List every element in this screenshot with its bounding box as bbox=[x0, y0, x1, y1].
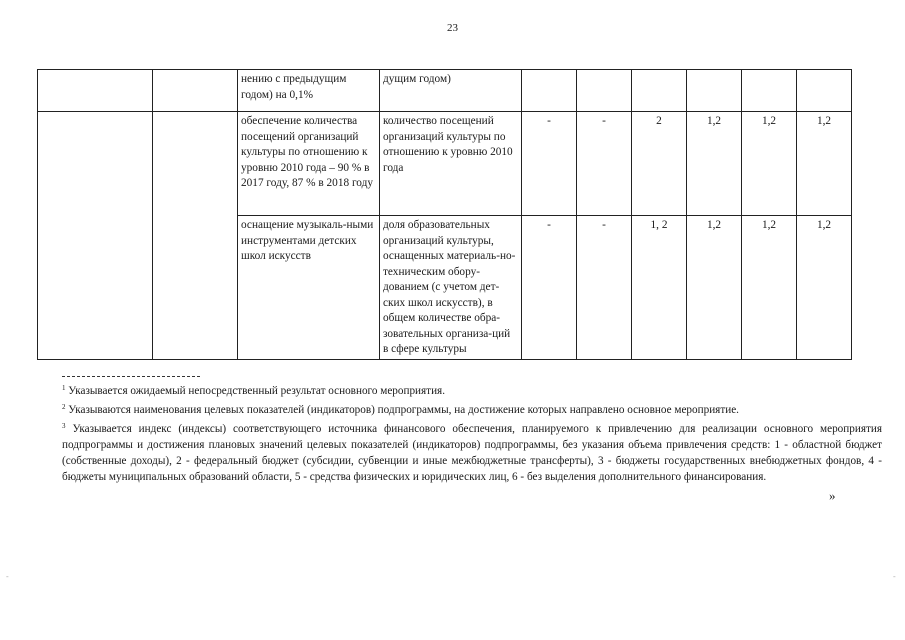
value-cell: - bbox=[577, 112, 632, 216]
page-number: 23 bbox=[447, 22, 458, 34]
value-cell bbox=[632, 70, 687, 112]
right-edge-mark: - bbox=[893, 572, 896, 581]
footnote-3 bbox=[62, 418, 882, 485]
footnote-text: Указывается индекс (индексы) соответствующего источника финансового обеспечения, планируемого к привлечению для реализации основного мероприятия подпрограммы и достижения плановых значений целевых показателей (индикаторов) подпрограммы, без указания объема привлечения средств: 1 - областной бюджет (собственные доходы), 2 - федеральный бюджет (субсидии, субвенции и иные межбюджетные трансферты), 3 - бюджеты государственных внебюджетных фондов, 4 - бюджеты муниципальных образований области, 5 - средства физических и юридических лиц, 6 - без выделения дополнительного финансирования. bbox=[62, 423, 882, 483]
footnote-marker: 3 bbox=[62, 422, 66, 430]
event-result-cell: нению с предыдущим годом) на 0,1% bbox=[238, 70, 380, 112]
footnote-text: Указывается ожидаемый непосредственный результат основного мероприятия. bbox=[68, 385, 446, 397]
value-cell bbox=[687, 70, 742, 112]
value-cell bbox=[742, 70, 797, 112]
indicators-table bbox=[37, 69, 852, 360]
event-result-cell: обеспечение количества посещений организаций культуры по отношению к уровню 2010 года – 90 % в 2017 году, 87 % в 2018 году bbox=[238, 112, 380, 216]
value-cell: 2 bbox=[632, 112, 687, 216]
value-cell bbox=[797, 70, 852, 112]
footnote-divider bbox=[62, 376, 200, 377]
value-cell bbox=[522, 70, 577, 112]
value-cell: - bbox=[577, 216, 632, 360]
indicator-name-cell: доля образовательных организаций культуры, оснащенных материаль-но-техническим обору-дованием (с учетом дет-ских школ искусств), в общем количестве обра-зовательных организа-ций в сфере культуры bbox=[380, 216, 522, 360]
footnote-marker: 2 bbox=[62, 403, 66, 411]
value-cell: 1,2 bbox=[797, 112, 852, 216]
footnote-marker: 1 bbox=[62, 384, 66, 392]
indicator-name-cell: количество посещений организаций культуры по отношению к уровню 2010 года bbox=[380, 112, 522, 216]
table-cell bbox=[153, 70, 238, 112]
value-cell: 1,2 bbox=[742, 112, 797, 216]
footnote-1 bbox=[62, 380, 882, 399]
table-row bbox=[38, 70, 852, 112]
left-edge-mark: - bbox=[6, 572, 9, 581]
value-cell: - bbox=[522, 216, 577, 360]
indicator-name-cell: дущим годом) bbox=[380, 70, 522, 112]
footnote-2 bbox=[62, 399, 882, 418]
value-cell: 1,2 bbox=[797, 216, 852, 360]
event-result-cell: оснащение музыкаль-ными инструментами детских школ искусств bbox=[238, 216, 380, 360]
value-cell: 1, 2 bbox=[632, 216, 687, 360]
value-cell: - bbox=[522, 112, 577, 216]
table-row bbox=[38, 112, 852, 216]
value-cell: 1,2 bbox=[687, 216, 742, 360]
value-cell: 1,2 bbox=[687, 112, 742, 216]
table-cell bbox=[38, 112, 153, 360]
footnotes bbox=[62, 380, 882, 485]
table-cell bbox=[153, 112, 238, 360]
value-cell bbox=[577, 70, 632, 112]
footnote-text: Указываются наименования целевых показателей (индикаторов) подпрограммы, на достижение которых направлено основное мероприятие. bbox=[68, 404, 739, 416]
closing-quote: » bbox=[829, 488, 836, 503]
value-cell: 1,2 bbox=[742, 216, 797, 360]
table-cell bbox=[38, 70, 153, 112]
